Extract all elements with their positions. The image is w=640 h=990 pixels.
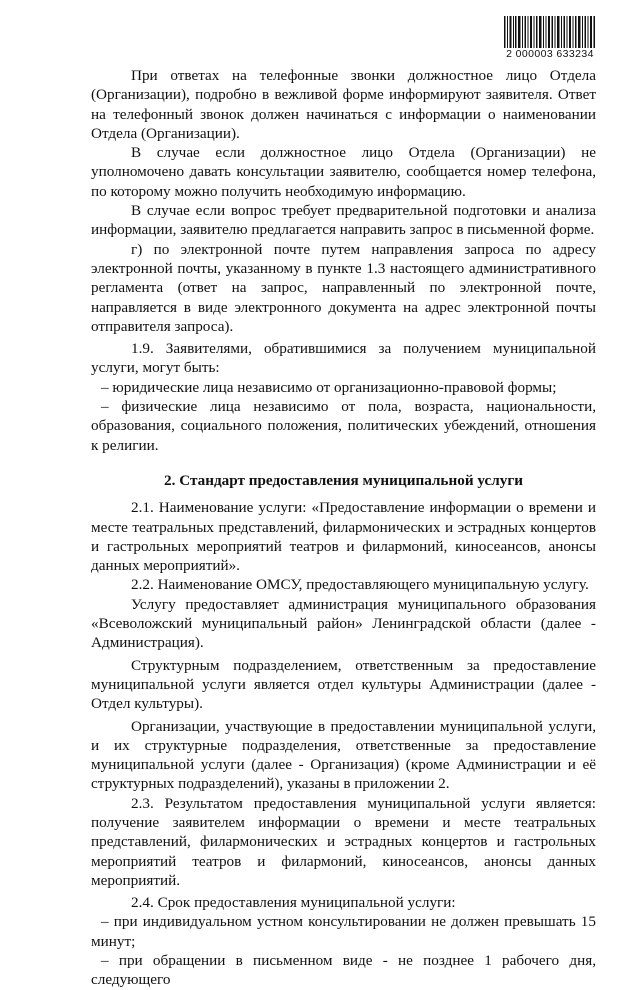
paragraph-administration: Услугу предоставляет администрация муниципального образования «Всеволожский муниципальный район» Ленинградской области (далее - Администрация).: [91, 595, 596, 652]
paragraph-applicants: 1.9. Заявителями, обратившимися за получением муниципальной услуги, могут быть:: [91, 340, 596, 377]
paragraph-email: г) по электронной почте путем направления запроса по адресу электронной почты, указанному в пункте 1.3 настоящего административного регламента (ответ на запрос, направленный по электронной почте, направляется в виде электронного документа на адрес электронной почты отправителя запроса).: [91, 240, 596, 335]
list-item-written: – при обращении в письменном виде - не позднее 1 рабочего дня, следующего: [91, 952, 596, 989]
paragraph-written-request: В случае если вопрос требует предварительной подготовки и анализа информации, заявителю предлагается направить запрос в письменной форме.: [91, 202, 596, 239]
paragraph-term: 2.4. Срок предоставления муниципальной услуги:: [131, 894, 456, 912]
paragraph-not-authorized: В случае если должностное лицо Отдела (Организации) не уполномочено давать консультации заявителю, сообщается номер телефона, по которому можно получить необходимую информацию.: [91, 144, 596, 200]
barcode: [504, 16, 596, 60]
list-item-oral: – при индивидуальном устном консультировании не должен превышать 15 минут;: [91, 913, 596, 950]
paragraph-organizations: Организации, участвующие в предоставлении муниципальной услуги, и их структурные подразделения, ответственные за предоставление муниципальной услуги (далее - Организация) (кроме Администрации и её структурных подразделений), указаны в приложении 2.: [91, 717, 596, 793]
paragraph-structural-unit: Структурным подразделением, ответственным за предоставление муниципальной услуги является отдел культуры Администрации (далее - Отдел культуры).: [91, 656, 596, 713]
list-item-individuals: – физические лица независимо от пола, возраста, национальности, образования, социального положения, политических убеждений, отношения к религии.: [91, 398, 596, 454]
paragraph-result: 2.3. Результатом предоставления муниципальной услуги является: получение заявителем информации о времени и месте театральных представлений, филармонических и эстрадных концертов и гастрольных мероприятий театров и филармоний, киносеансов, анонсы данных мероприятий.: [91, 794, 596, 889]
barcode-number: 2 000003 633234: [506, 48, 594, 60]
barcode-bars-icon: [504, 16, 596, 48]
paragraph-service-name: 2.1. Наименование услуги: «Предоставление информации о времени и месте театральных представлений, филармонических и эстрадных концертов и гастрольных мероприятий театров и филармоний, киносеансов, анонсы данных мероприятий».: [91, 499, 596, 575]
document-page: [91, 66, 596, 990]
paragraph-omsu: 2.2. Наименование ОМСУ, предоставляющего муниципальную услугу.: [131, 576, 589, 594]
paragraph-phone-answers: При ответах на телефонные звонки должностное лицо Отдела (Организации), подробно в вежливой форме информируют заявителя. Ответ на телефонный звонок должен начинаться с информации о наименовании Отдела (Организации).: [91, 67, 596, 142]
list-item-legal-entities: – юридические лица независимо от организационно-правовой формы;: [101, 378, 557, 396]
section-heading: 2. Стандарт предоставления муниципальной услуги: [164, 471, 523, 489]
